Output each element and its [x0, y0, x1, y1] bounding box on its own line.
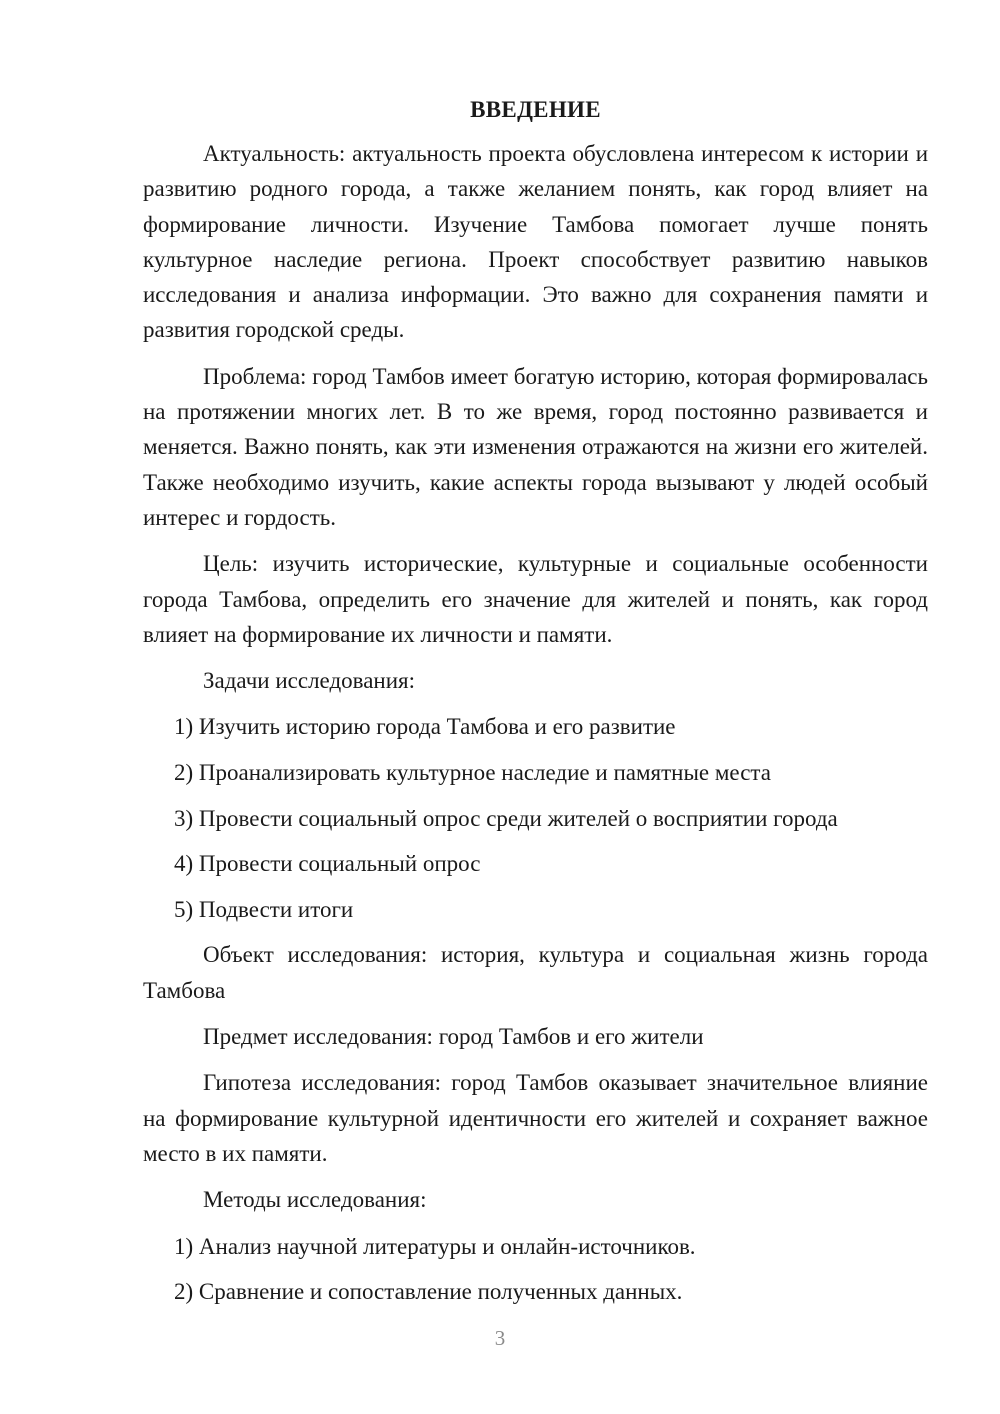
subject-paragraph: Предмет исследования: город Тамбов и его жители: [203, 1024, 704, 1050]
list-item: 3) Провести социальный опрос среди жителей о восприятии города: [174, 805, 838, 831]
list-item: 1) Изучить историю города Тамбова и его развитие: [174, 714, 676, 740]
methods-list: [143, 1229, 928, 1310]
page-number: 3: [494, 1326, 506, 1350]
goal-paragraph: Цель: изучить исторические, культурные и социальные особенности города Тамбова, определить его значение для жителей и понять, как город влияет на формирование их личности и памяти.: [143, 551, 928, 647]
list-item: 5) Подвести итоги: [174, 896, 354, 922]
list-item: 2) Сравнение и сопоставление полученных данных.: [174, 1279, 683, 1305]
list-item: 2) Проанализировать культурное наследие и памятные места: [174, 760, 771, 786]
relevance-paragraph: Актуальность: актуальность проекта обусловлена интересом к истории и развитию родного города, а также желанием понять, как город влияет на формирование личности. Изучение Тамбова помогает лучше понять культурное наследие региона. Проект способствует развитию навыков исследования и анализа информации. Это важно для сохранения памяти и развития городской среды.: [143, 141, 928, 343]
tasks-list: [143, 709, 928, 927]
page-title: ВВЕДЕНИЕ: [470, 97, 601, 122]
tasks-heading: Задачи исследования:: [203, 668, 416, 694]
list-item: 4) Провести социальный опрос: [174, 851, 481, 877]
list-item: 1) Анализ научной литературы и онлайн-источников.: [174, 1233, 696, 1259]
methods-heading: Методы исследования:: [203, 1187, 427, 1213]
hypothesis-paragraph: Гипотеза исследования: город Тамбов оказывает значительное влияние на формирование культурной идентичности его жителей и сохраняет важное место в их памяти.: [143, 1070, 928, 1166]
object-paragraph: Объект исследования: история, культура и социальная жизнь города Тамбова: [143, 942, 928, 1003]
document-page: [143, 95, 928, 1320]
problem-paragraph: Проблема: город Тамбов имеет богатую историю, которая формировалась на протяжении многих лет. В то же время, город постоянно развивается и меняется. Важно понять, как эти изменения отражаются на жизни его жителей. Также необходимо изучить, какие аспекты города вызывают у людей особый интерес и гордость.: [143, 363, 928, 530]
